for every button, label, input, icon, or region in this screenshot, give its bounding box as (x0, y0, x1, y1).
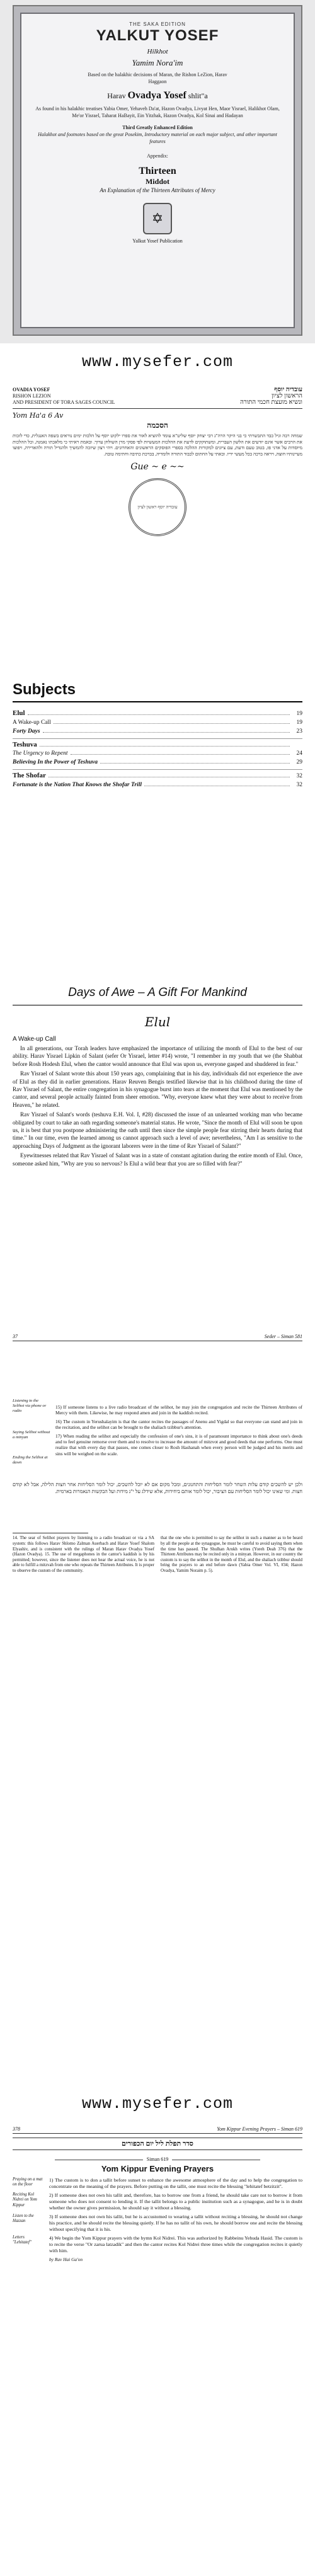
handwritten-date: Yom Ha'a 6 Av (13, 411, 64, 420)
margin-label: Reciting Kol Nidrei on Yom Kippur (13, 2192, 37, 2207)
toc-label: Elul (13, 709, 25, 717)
toc-entry[interactable] (13, 709, 302, 718)
toc-page: 24 (296, 750, 302, 757)
cover-author (32, 90, 284, 101)
halakha-row (13, 2235, 302, 2257)
page-header (13, 1332, 302, 1341)
halakha-row (13, 2192, 302, 2214)
official-stamp: עובדיה יוסף ראשון לציון (129, 478, 186, 536)
page-number: 37 (13, 1334, 18, 1339)
divider (13, 408, 302, 409)
article-page (0, 980, 315, 1329)
article-paragraph: In all generations, our Torah leaders have emphasized the importance of utilizing the month of Elul to the best of our ability. Harav Yisrael Lipkin of Salant (sefer Or Yisrael, letter #14) wrote, "I remember in my youth that we (the Shabbat before Rosh Hodesh Elul, when the cantor would announce that Elul was upon us, everyone gasped and shuddered in fear." (13, 1045, 302, 1067)
cover-publisher: Yalkut Yosef Publication (132, 238, 183, 244)
margin-note: Saying Selihot without a minyan (13, 1430, 50, 1440)
letterhead-name: OVADIA YOSEF (13, 387, 50, 392)
cover-inner (20, 13, 295, 328)
cover-edition: THE SAKA EDITION (129, 21, 186, 27)
footnote: by Rav Hai Ga'on (49, 2257, 83, 2262)
article-heading: A Wake-up Call (13, 1036, 56, 1043)
cover-explanation: An Explanation of the Thirteen Attributes of Mercy (100, 187, 215, 193)
article-paragraph: Rav Yisrael of Salant wrote this about 150 years ago, complaining that in his day, individuals did not experience the awe of Elul as they did in earlier generations. Harav Reuven Bengis testified likewise that in his childhood during the time of Rav Yisrael of Salant, the entire congregation in his synagogue burst into tears at the moment that Elul was mentioned by the cantor, and several people actually fainted from sheer emotion. "Why, everyone knew what they were about to receive from Heaven," he related. (13, 1070, 302, 1108)
cover-sources: As found in his halakhic treatises Yabia Omer, Yehaveh Da'at, Hazon Ovadya, Livyat Hen, Maor Yisrael, Halikhot Olam, Me'or Yisrael, Taharat HaBayit, Ein Yitzhak, Hazon Ovadya, Kol Sinai and Hadayan (35, 106, 280, 118)
halakha-paragraph: 17) When reading the selihot and especially the confession of one's sins, it is of paramount importance to think about one's deeds and to feel genuine remorse over them and to resolve to increase the amount of mitzvot and good deeds that one performs. One must realize that with every day that passes, one comes closer to Rosh Hashanah when every person will be judged and his merits and sins will be weighed on the scale. (55, 1433, 302, 1457)
cover-frame (13, 5, 302, 336)
website-watermark: www.mysefer.com (81, 353, 234, 371)
book-cover (0, 0, 315, 343)
toc-leader (71, 754, 290, 755)
margin-label: Praying on a mat on the floor (13, 2177, 43, 2187)
toc-label: The Shofar (13, 772, 46, 779)
approbation-page (0, 383, 315, 679)
table-of-contents (13, 709, 302, 789)
letterhead-title: RISHON LEZION (13, 393, 51, 399)
footnote-column-right: that the one who is permitted to say the selihot in such a manner as to be heard by all the people at the synagogue, he must be careful to avoid saying them when the time has passed. The Shulhan Arukh writes (Yoreh Deah 376) that the Thirteen Attributes may be recited only in a minyan. However, in our country the custom is to say the selihot in the month of Elul, and the shaliach tzibbur should bring the prayers to an end before dawn (Yabia Omer Vol. VI, #34; Hazon Ovadya, Yamim Noraim p. 5). (161, 1536, 302, 1573)
footnote-column-left: 14. The sear of Selihot prayers by listening to a radio broadcast or via a SA system: this follows Harav Shlomo Zalman Auerbach and Harav Yosef Shalom Elyashiv, and is consistent with the rulings of Maran Harav Ovadya Yosef (Hazon Ovadya). 15. The use of megaphones in the cantor's kaddish is by his permitted; however, since the listener does not hear the actual voice, he is not able to fulfill a mitzvah from one who repeats the Thirteen Attributes. It is proper to observe the custom of the community. (13, 1536, 154, 1573)
toc-label: Teshuva (13, 741, 37, 748)
cover-title: YALKUT YOSEF (96, 27, 219, 44)
halakha-text: 2) If someone does not own his tallit and, therefore, has to borrow one from a friend, he should take care not to borrow it from someone who does not consent to lending it. If the tallit belongs to a public institution such as a synagogue, and he is in doubt whether the owner gives permission, he should say it without a blessing. (49, 2192, 302, 2211)
margin-label: Listen to the Hazzan (13, 2214, 34, 2224)
halakha-rows (13, 2177, 302, 2257)
halakha-text: 3) If someone does not own his tallit, but he is accustomed to wearing a tallit without reciting a blessing, he should not change his practice, and he should recite the blessing quietly. If he has no tallit of his own, he should borrow one and recite the blessing without specifying that it is his. (49, 2214, 302, 2232)
margin-label: Letters "Lehitatef" (13, 2235, 32, 2245)
cover-author-prefix: Harav (107, 91, 126, 100)
toc-separator (13, 769, 302, 770)
letterhead (13, 387, 302, 406)
letterhead-hebrew (240, 387, 302, 406)
cover-thirteen: Thirteen (139, 166, 176, 176)
halakha-page-1 (0, 1329, 315, 2085)
footnotes (13, 1536, 302, 1574)
toc-leader (40, 746, 290, 747)
toc-entry[interactable] (13, 758, 302, 767)
halakha-paragraphs (55, 1404, 302, 1457)
siman-number: Siman 619 (13, 2156, 302, 2162)
toc-entry[interactable] (13, 781, 302, 789)
star-of-david-icon: ✡ (143, 203, 172, 234)
article-title: Days of Awe – A Gift For Mankind (13, 982, 302, 1005)
chapter-title: Yom Kippur Evening Prayers (101, 2164, 214, 2173)
cover-middot: Middot (145, 177, 169, 186)
cover-sub1: Hilkhot (147, 48, 168, 55)
toc-leader (54, 723, 290, 724)
toc-page: 23 (296, 728, 302, 735)
toc-label: Fortunate is the Nation That Knows the Shofar Trill (13, 782, 142, 788)
toc-separator (13, 738, 302, 739)
halakha-text: 4) We begin the Yom Kippur prayers with the hymn Kol Nidrei. This was authorized by Rabbeinu Yehuda Hasid. The custom is to recite the verse "Or zarua latzadik" and then the cantor recites Kol Nidrei three times while the congregation recites it quietly with him. (49, 2235, 302, 2253)
running-head: Yom Kippur Evening Prayers – Siman 619 (217, 2126, 302, 2132)
toc-entry[interactable] (13, 749, 302, 758)
toc-page: 29 (296, 759, 302, 765)
hebrew-text: ולכן יש להשכים קודם עלות השחר לומר הסליחות והתחנונים, ומכל מקום אם לא יוכל להשכים, יכול לומר הסליחות אחר חצות הלילה, אבל לא קודם חצות. ומי שאינו יכול לומר הסליחות עם הציבור, יכול לומר אותם ביחידות, אלא שידלג על י"ג מידות ועל הבקשות הנאמרות בארמית. (13, 1482, 302, 1494)
website-watermark: www.mysefer.com (81, 2095, 234, 2113)
letterhead-subtitle: AND PRESIDENT OF TORA SAGES COUNCIL (13, 399, 115, 405)
letterhead-heb-title: הראשון לציון (272, 392, 302, 399)
toc-page: 32 (296, 773, 302, 779)
letterhead-heb-name: עובדיה יוסף (274, 386, 302, 393)
approbation-body: שמחה רבה וגיל כבד התבשרתי כי בני היקר הרה"ג רבי יצחק יוסף שליט"א עומד להוציא לאור את ספרו ילקוט יוסף על הלכות ימים נוראים בשפה האנגלית, כדי לזכות את הרבים אשר אינם יודעים את הלשון העברית, ומשתוקקים לדעת את ההלכות המעשיות לפי פסקי מרן השולחן ערוך. ובאמת ראיתי כי מלאכתו נאמנה, וכל ההלכות מיוסדות על אדני פז, בטוב טעם ודעת, עם ציונים למקורות ההלכה בספרי הפוסקים הראשונים והאחרונים. ויהי רצון שיזכה להמשיך ולהגדיל תורה ולהאדירה, ויפוצו מעיינותיו חוצה, ויראה ברכה בכל מעשי ידיו. ובאתי על החתום לכבוד התורה ולומדיה, בברכת כתיבה וחתימה טובה. (13, 433, 302, 457)
cover-appendix: Appendix: (147, 153, 168, 159)
toc-leader (100, 763, 290, 764)
hebrew-chapter-title: סדר תפלת ליל יום הכפורים (13, 2138, 302, 2150)
signature: Gue ~ e ~~ (130, 462, 185, 472)
halakha-paragraph: 16) The custom in Yerushalayim is that the cantor recites the passages of Anenu and Yigdal so that everyone can stand and join in the recitation, and the selihot can be brought to the shaliach tzibbur's attention. (55, 1418, 302, 1431)
halakha-page-2 (0, 2122, 315, 2576)
margin-note: Listening to the Selihot via phone or radio (13, 1399, 47, 1414)
cover-enhanced: Halakhot and footnotes based on the great Posekim, Introductory material on each major subject, and other important features (38, 132, 277, 144)
toc-page: 32 (296, 782, 302, 788)
toc-leader (43, 732, 290, 733)
cover-based: Based on the halakhic decisions of Maran, the Rishon LeZion, Harav (88, 72, 227, 77)
toc-label: The Urgency to Repent (13, 750, 68, 757)
section-title: Elul (144, 1014, 171, 1029)
cover-author-name: Ovadya Yosef (127, 90, 186, 101)
page-number: 378 (13, 2126, 20, 2132)
halakha-row (13, 2177, 302, 2192)
halakha-row (13, 2214, 302, 2235)
running-head: Seder – Siman 581 (264, 1334, 302, 1339)
toc-page: 19 (296, 711, 302, 717)
halakha-text: 1) The custom is to don a tallit before sunset to enhance the awesome atmosphere of the day and to help the congregation to concentrate on the meaning of the prayers. Before putting on the tallit, one must recite the blessing "lehitatef betzitzit". (49, 2177, 302, 2189)
toc-label: Believing In the Power of Teshuva (13, 759, 98, 765)
subjects-page (0, 677, 315, 986)
letterhead-english (13, 387, 115, 406)
toc-page: 19 (296, 719, 302, 726)
toc-entry[interactable] (13, 727, 302, 736)
cover-third: Third Greatly Enhanced Edition (122, 125, 193, 130)
toc-entry[interactable] (13, 718, 302, 727)
article-paragraph: Eyewitnesses related that Rav Yisrael of Salant was in a state of constant agitation during the entire month of Elul. Once, someone asked him, "Why are you so nervous? Is Elul a wild bear that you are so filled with fear?" (13, 1152, 302, 1167)
cover-sub2: Yamim Nora'im (132, 58, 183, 67)
toc-entry[interactable] (13, 771, 302, 781)
toc-label: A Wake-up Call (13, 719, 51, 726)
letterhead-heb-subtitle: ונשיא מועצת חכמי התורה (240, 399, 302, 406)
cover-line-1: Haggaon (148, 79, 167, 84)
subjects-title: Subjects (13, 677, 302, 702)
margin-note: Ending the Selihot at dawn (13, 1455, 48, 1465)
toc-label: Forty Days (13, 728, 40, 735)
halakha-paragraph: 15) If someone listens to a live radio broadcast of the selihot, he may join the congregation and recite the Thirteen Attributes of Mercy with them. Likewise, he may respond amen and join in the kaddish recited. (55, 1404, 302, 1416)
toc-leader (28, 714, 290, 715)
page-header (13, 2124, 302, 2134)
cover-author-suffix: shlit"a (188, 91, 208, 100)
toc-entry[interactable] (13, 740, 302, 749)
article-paragraph: Rav Yisrael of Salant's words (teshuva E.H. Vol. I, #28) discussed the issue of an unlearned working man who became obligated by court to take an oath regarding someone's material status. He wrote, "Since the month of Elul will soon be upon us, it is best that you postpone administering the oath until then since the simple people fear stirring their hearts during that time." In our time, even the learned among us cannot approach such a level of awe; nevertheless, "Am I as sensitive to the approaching Days of Judgment as the ignorant laborers were in the time of Rav Yisrael of Salant?" (13, 1111, 302, 1149)
approbation-title: הסכמה (147, 421, 168, 430)
